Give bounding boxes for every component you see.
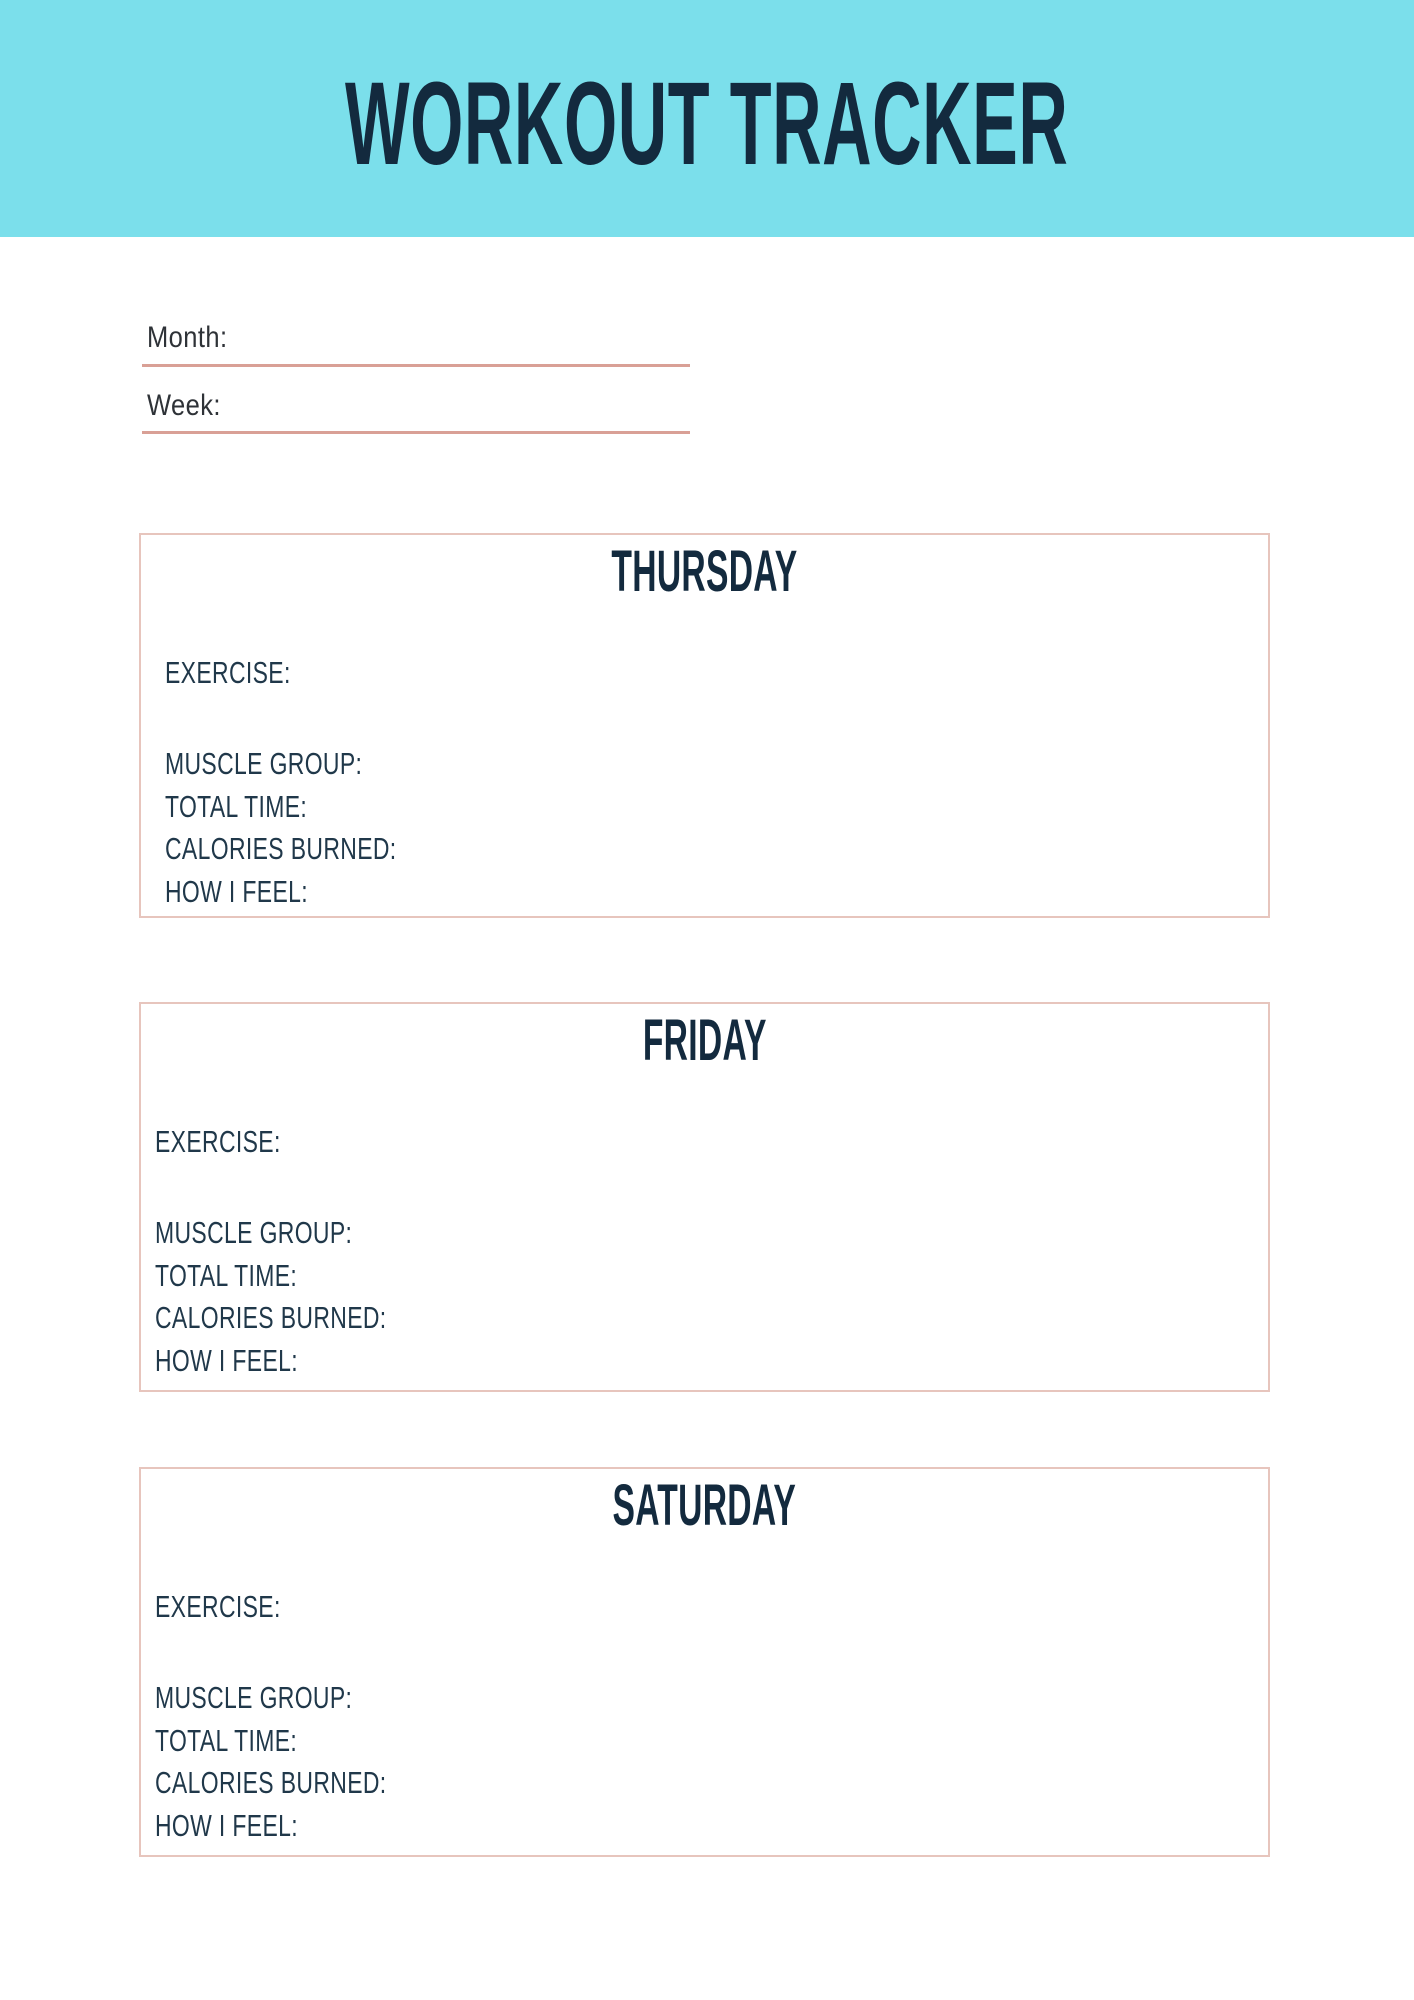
day-title-saturday: SATURDAY: [612, 1473, 797, 1538]
exercise-label[interactable]: EXERCISE:: [155, 1589, 281, 1624]
month-label: Month:: [147, 321, 228, 354]
day-title-friday: FRIDAY: [642, 1008, 767, 1073]
detail-labels: [155, 1677, 468, 1847]
day-card-friday: [139, 1002, 1270, 1392]
exercise-label[interactable]: EXERCISE:: [165, 655, 291, 690]
how-i-feel-label[interactable]: HOW I FEEL:: [155, 1807, 299, 1843]
how-i-feel-label[interactable]: HOW I FEEL:: [165, 873, 309, 909]
month-fill-line[interactable]: [142, 364, 690, 367]
detail-labels: [165, 743, 478, 913]
detail-labels: [155, 1212, 468, 1382]
calories-burned-label[interactable]: CALORIES BURNED:: [155, 1300, 387, 1336]
page-title: WORKOUT TRACKER: [345, 57, 1069, 190]
week-fill-line[interactable]: [142, 431, 690, 434]
header-band: [0, 0, 1414, 237]
calories-burned-label[interactable]: CALORIES BURNED:: [165, 831, 397, 867]
total-time-label[interactable]: TOTAL TIME:: [155, 1257, 298, 1293]
exercise-label[interactable]: EXERCISE:: [155, 1124, 281, 1159]
day-card-thursday: [139, 533, 1270, 918]
week-label: Week:: [147, 389, 221, 422]
muscle-group-label[interactable]: MUSCLE GROUP:: [165, 746, 363, 781]
how-i-feel-label[interactable]: HOW I FEEL:: [155, 1342, 299, 1378]
total-time-label[interactable]: TOTAL TIME:: [165, 788, 308, 824]
muscle-group-label[interactable]: MUSCLE GROUP:: [155, 1680, 353, 1715]
day-card-saturday: [139, 1467, 1270, 1857]
muscle-group-label[interactable]: MUSCLE GROUP:: [155, 1215, 353, 1250]
calories-burned-label[interactable]: CALORIES BURNED:: [155, 1765, 387, 1801]
day-title-thursday: THURSDAY: [611, 539, 798, 604]
total-time-label[interactable]: TOTAL TIME:: [155, 1722, 298, 1758]
